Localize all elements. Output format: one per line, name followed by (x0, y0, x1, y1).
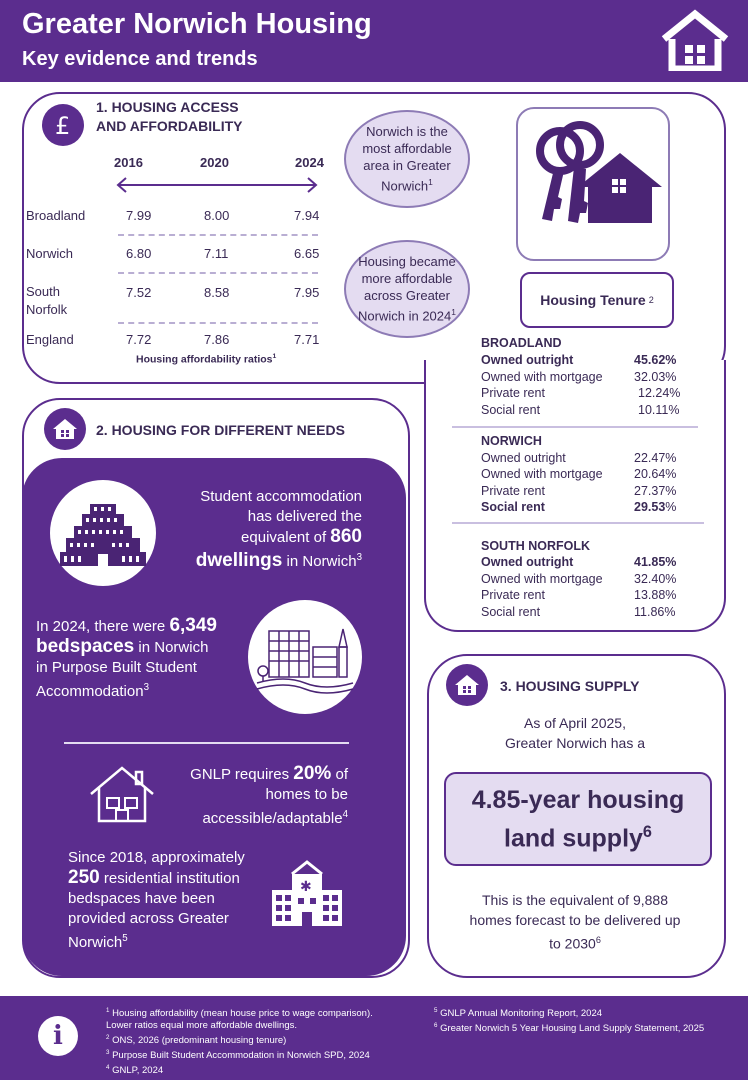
tenure-value: 27.37% (634, 484, 677, 498)
house-icon (446, 664, 488, 706)
institution-text: Since 2018, approximately 250 residential institution bedspaces have been provided across Greater Norwich$^5$ (68, 849, 245, 951)
year-2024: 2024 (295, 155, 324, 170)
row-label-south: South (26, 284, 60, 299)
tenure-label: Owned outright (481, 353, 574, 367)
year-2016: 2016 (114, 155, 143, 170)
tenure-value: 32.03% (634, 370, 677, 384)
section2-title: 2. HOUSING FOR DIFFERENT NEEDS (96, 422, 345, 438)
keys-house-icon (516, 107, 670, 261)
supply-note: This is the equivalent of 9,888 homes forecast to be delivered up to 2030$^6$ (469, 892, 681, 952)
tenure-divider (452, 522, 704, 524)
tenure-label: Social rent (481, 403, 541, 417)
footnotes-left: $^1$ Housing affordability (mean house price to wage comparison). Lower ratios equal more affordable dwellings. $^2$ ONS, 2026 (predominant housing tenure) $^3$ Purpose Built Student Accommodation in Norwich SPD, 2024 $^4$ GNLP, 2024 (106, 1007, 373, 1077)
row-label-england: England (26, 332, 74, 347)
house-icon (660, 9, 730, 71)
tenure-label: Social rent (481, 605, 541, 619)
ratio-england-2024: 7.71 (294, 332, 320, 347)
tenure-label: Private rent (481, 484, 545, 498)
footer (0, 996, 748, 1080)
tenure-label: Social rent (481, 500, 545, 514)
house-icon (44, 408, 86, 450)
hospital-icon (268, 858, 346, 928)
year-2020: 2020 (200, 155, 229, 170)
tenure-group-broadland: BROADLAND (481, 336, 562, 350)
tenure-value: 29.53% (634, 500, 677, 514)
row-divider (118, 272, 318, 274)
tenure-label: Private rent (481, 588, 545, 602)
row-divider (118, 322, 318, 324)
campus-buildings-icon (248, 600, 362, 714)
row-label-norfolk: Norfolk (26, 302, 68, 317)
land-supply-box: 4.85-year housing land supply$^6$ (444, 772, 712, 866)
tenure-value: 13.88% (634, 588, 677, 602)
tenure-label: Owned with mortgage (481, 370, 603, 384)
ratio-norwich-2020: 7.11 (204, 246, 229, 261)
tenure-value: 32.40% (634, 572, 677, 586)
student-building-icon (50, 480, 156, 586)
tenure-label: Owned with mortgage (481, 467, 603, 481)
affordable-bubble: Norwich is the most affordable area in Greater Norwich$^1$ (344, 110, 470, 208)
divider (424, 378, 426, 408)
tenure-value: 11.86% (634, 605, 676, 619)
info-icon: i (38, 1016, 78, 1056)
pound-icon (42, 104, 84, 146)
tenure-group-norwich: NORWICH (481, 434, 542, 448)
ratio-south-norfolk-2024: 7.95 (294, 285, 320, 300)
row-divider (118, 234, 318, 236)
table-caption: Housing affordability ratios$^1$ (136, 353, 277, 366)
ratio-norwich-2016: 6.80 (126, 246, 152, 261)
tenure-value: 10.11% (638, 403, 680, 417)
svg-text:✱: ✱ (300, 879, 312, 895)
ratio-broadland-2024: 7.94 (294, 208, 320, 223)
ratio-england-2016: 7.72 (126, 332, 152, 347)
tenure-value: 45.62% (634, 353, 677, 367)
ratio-broadland-2016: 7.99 (126, 208, 152, 223)
tenure-group-south-norfolk: SOUTH NORFOLK (481, 539, 591, 553)
tenure-value: 41.85% (634, 555, 677, 569)
year-range-arrow-icon (114, 176, 320, 194)
svg-text:£: £ (55, 112, 71, 138)
section1-title-line2: AND AFFORDABILITY (96, 118, 243, 134)
tenure-panel (424, 360, 726, 632)
tenure-title: Housing Tenure 2 (520, 272, 674, 328)
row-label-norwich: Norwich (26, 246, 73, 261)
bedspaces-text: In 2024, there were 6,349 bedspaces in Norwich in Purpose Built Student Accommodation$^3$ (36, 615, 217, 700)
student-accommodation-text: Student accommodation has delivered the equivalent of 860 dwellings in Norwich$^3$ (195, 488, 362, 571)
tenure-value: 20.64% (634, 467, 677, 481)
tenure-label: Private rent (481, 386, 545, 400)
tenure-label: Owned outright (481, 451, 566, 465)
row-label-broadland: Broadland (26, 208, 86, 223)
footnotes-right: $^5$ GNLP Annual Monitoring Report, 2024 $^6$ Greater Norwich 5 Year Housing Land Supply Statement, 2025 (434, 1007, 705, 1035)
supply-intro: As of April 2025, Greater Norwich has a (504, 715, 646, 751)
ratio-south-norfolk-2016: 7.52 (126, 285, 152, 300)
page-subtitle: Key evidence and trends (22, 48, 258, 70)
tenure-value: 12.24% (638, 386, 681, 400)
ratio-broadland-2020: 8.00 (204, 208, 230, 223)
tenure-label: Owned with mortgage (481, 572, 603, 586)
ratio-england-2020: 7.86 (204, 332, 230, 347)
trend-bubble: Housing became more affordable across Greater Norwich in 2024$^1$ (344, 240, 470, 338)
page-header (0, 0, 748, 82)
section3-title: 3. HOUSING SUPPLY (500, 678, 640, 694)
tenure-divider (452, 426, 698, 428)
tenure-value: 22.47% (634, 451, 677, 465)
gnlp-text: GNLP requires 20% of homes to be accessible/adaptable$^4$ (190, 763, 348, 827)
section1-title-line1: 1. HOUSING ACCESS (96, 99, 239, 115)
house-outline-icon (88, 764, 156, 824)
tenure-label: Owned outright (481, 555, 574, 569)
ratio-norwich-2024: 6.65 (294, 246, 320, 261)
page-title: Greater Norwich Housing (22, 8, 372, 40)
divider (64, 742, 349, 744)
ratio-south-norfolk-2020: 8.58 (204, 285, 230, 300)
